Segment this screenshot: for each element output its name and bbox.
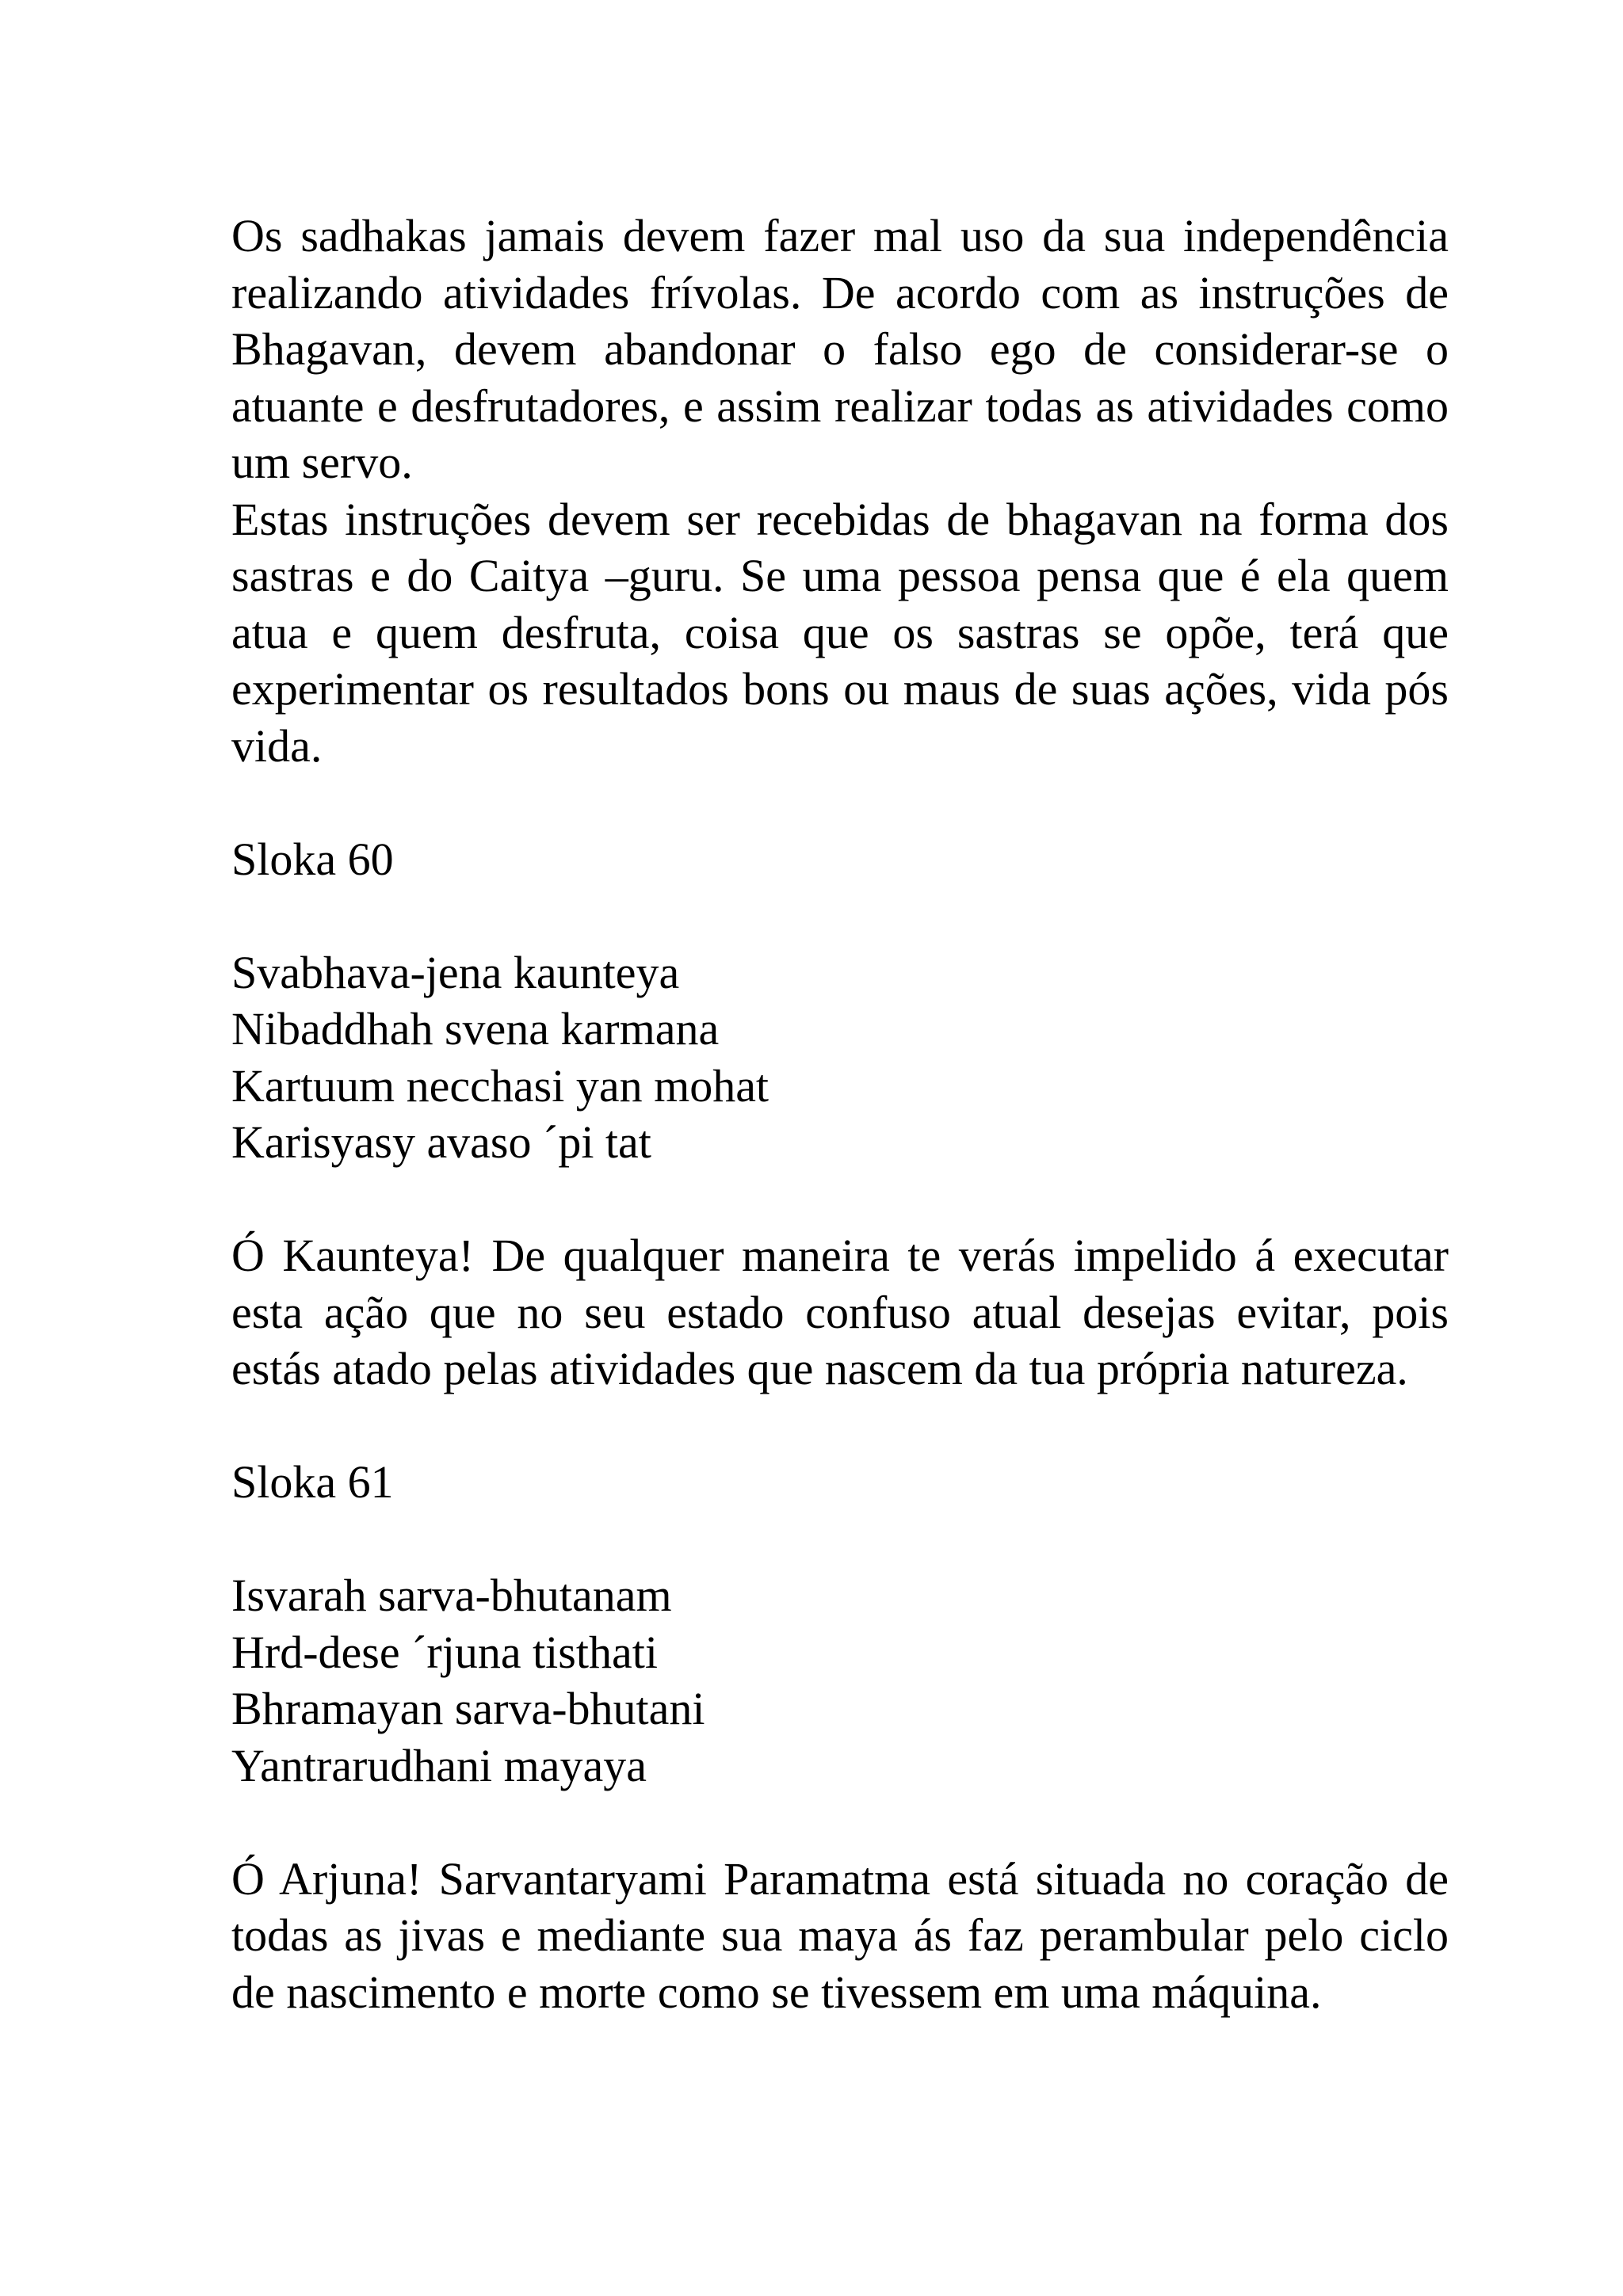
sloka-61-translation: Ó Arjuna! Sarvantaryami Paramatma está situada no coração de todas as jivas e mediante sua maya ás faz perambular pelo ciclo de nascimento e morte como se tivessem em uma máquina.: [231, 1852, 1449, 2018]
verse-line: Isvarah sarva-bhutanam: [231, 1569, 672, 1621]
paragraph-sadhakas: Os sadhakas jamais devem fazer mal uso da sua independência realizando atividades frívolas. De acordo com as instruções de Bhagavan, devem abandonar o falso ego de considerar-se o atuante e desfrutadores, e assim realizar todas as atividades como um servo.: [231, 210, 1449, 488]
verse-line: Kartuum necchasi yan mohat: [231, 1059, 769, 1112]
verse-line: Bhramayan sarva-bhutani: [231, 1683, 705, 1734]
document-page: [231, 208, 1449, 2020]
spacer: [231, 1511, 1449, 1568]
verse-line: Hrd-dese ´rjuna tisthati: [231, 1626, 658, 1678]
spacer: [231, 887, 1449, 944]
spacer: [231, 774, 1449, 831]
sloka-60-translation: Ó Kaunteya! De qualquer maneira te verás impelido á executar esta ação que no seu estado confuso atual desejas evitar, pois estás atado pelas atividades que nascem da tua própria natureza.: [231, 1230, 1449, 1394]
verse-line: Svabhava-jena kaunteya: [231, 946, 680, 998]
sloka-61-verse: [231, 1567, 1449, 1794]
sloka-61-heading: Sloka 61: [231, 1456, 394, 1508]
paragraph-instrucoes: Estas instruções devem ser recebidas de bhagavan na forma dos sastras e do Caitya –guru. Se uma pessoa pensa que é ela quem atua e quem desfruta, coisa que os sastras se opõe, terá que experimentar os resultados bons ou maus de suas ações, vida pós vida.: [231, 493, 1449, 772]
spacer: [231, 1398, 1449, 1455]
verse-line: Karisyasy avaso ´pi tat: [231, 1116, 651, 1168]
verse-line: Nibaddhah svena karmana: [231, 1003, 720, 1055]
verse-line: Yantrarudhani mayaya: [231, 1739, 647, 1791]
spacer: [231, 1794, 1449, 1851]
sloka-60-verse: [231, 944, 1449, 1171]
sloka-60-heading: Sloka 60: [231, 833, 394, 885]
spacer: [231, 1171, 1449, 1228]
